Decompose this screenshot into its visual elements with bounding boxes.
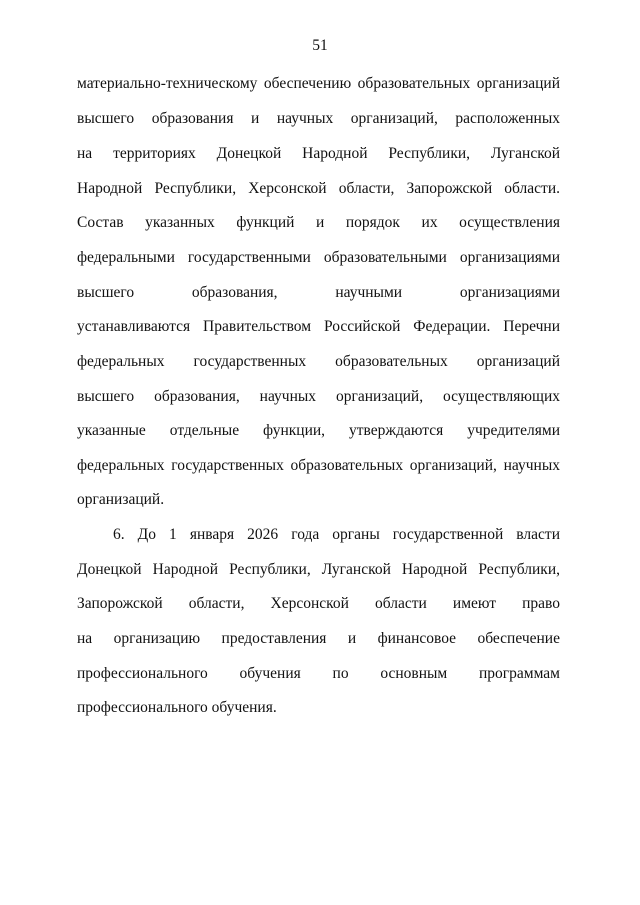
text-line: указанные отдельные функции, утверждаются учредителями (77, 422, 560, 439)
text-line: высшего образования, научными организациями (77, 284, 560, 301)
text-line: федеральных государственных образовательных организаций, научных (77, 457, 560, 474)
text-line: федеральными государственными образовательными организациями (77, 249, 560, 266)
text-line: профессионального обучения по основным программам (77, 665, 560, 682)
text-line: Состав указанных функций и порядок их осуществления (77, 214, 560, 231)
text-line: Донецкой Народной Республики, Луганской Народной Республики, (77, 561, 560, 578)
text-line: высшего образования, научных организаций, осуществляющих (77, 388, 560, 405)
text-line: высшего образования и научных организаций, расположенных (77, 110, 560, 127)
text-line: Народной Республики, Херсонской области, Запорожской области. (77, 180, 560, 197)
text-line: на территориях Донецкой Народной Республики, Луганской (77, 145, 560, 162)
text-line: на организацию предоставления и финансовое обеспечение (77, 630, 560, 647)
text-line: федеральных государственных образовательных организаций (77, 353, 560, 370)
text-line: материально-техническому обеспечению образовательных организаций (77, 75, 560, 92)
text-line: организаций. (77, 491, 165, 508)
page-number: 51 (312, 37, 328, 54)
text-line: профессионального обучения. (77, 699, 277, 716)
text-line: Запорожской области, Херсонской области имеют право (77, 595, 560, 612)
text-line: 6. До 1 января 2026 года органы государственной власти (113, 526, 560, 543)
text-line: устанавливаются Правительством Российской Федерации. Перечни (77, 318, 560, 335)
